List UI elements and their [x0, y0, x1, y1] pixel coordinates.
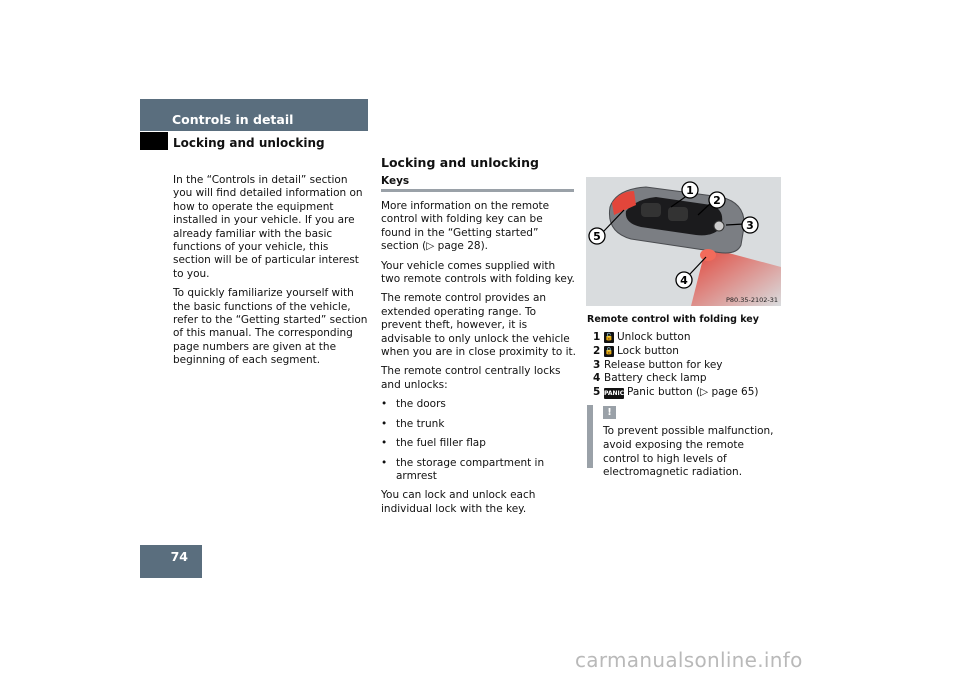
legend-number: 5	[593, 386, 601, 399]
body-paragraph: More information on the remote control with folding key can be found in the “Getting started” section (▷ page 28).	[381, 200, 550, 253]
intro-text	[173, 174, 368, 374]
legend-number: 4	[593, 372, 601, 385]
subsection-title: Locking and unlocking	[173, 136, 325, 150]
release-button-shape	[714, 221, 724, 231]
body-paragraph: The remote control provides an extended operating range. To prevent theft, however, it is advisable to only unlock the vehicle when you are in close proximity to it.	[381, 292, 576, 359]
page-number-box	[140, 545, 202, 578]
callout-label: 3	[746, 219, 754, 232]
list-item	[381, 457, 576, 484]
unlock-button-shape	[641, 203, 661, 217]
figure-code: P80.35-2102-31	[725, 296, 778, 304]
bullet-icon: •	[381, 417, 388, 430]
bullet-icon: •	[381, 456, 388, 469]
list-item-text: the doors	[396, 398, 446, 411]
list-item	[381, 437, 576, 450]
legend-text: Lock button	[617, 344, 679, 357]
callout-1	[682, 182, 698, 198]
intro-paragraph: To quickly familiarize yourself with the basic functions of the vehicle, refer to the “Getting started” section of this manual. The corresponding page numbers are given at the beginning of each segment.	[173, 287, 368, 367]
remote-control-illustration	[586, 177, 781, 306]
panic-icon: PANIC	[604, 389, 625, 397]
legend-text: Release button for key	[604, 358, 723, 371]
battery-lamp-shape	[700, 249, 716, 261]
list-item	[381, 398, 576, 411]
legend-text: Unlock button	[617, 331, 691, 343]
lock-icon: 🔒	[604, 347, 614, 356]
callout-5	[589, 228, 605, 244]
legend-text: Panic button (▷ page 65)	[627, 386, 759, 399]
intro-paragraph: In the “Controls in detail” section you will find detailed information on how to operate the equipment installed in your vehicle. If you are already familiar with the basic functions of your vehicle, this section will be of particular interest to you.	[173, 174, 363, 280]
bullet-icon: •	[381, 437, 388, 450]
header-marker	[140, 132, 168, 150]
callout-2	[709, 192, 725, 208]
section-header	[140, 99, 368, 131]
legend-text: Battery check lamp	[604, 372, 707, 385]
legend-item	[593, 386, 758, 400]
warning-icon: !	[603, 406, 616, 419]
main-text	[381, 200, 576, 522]
callout-3	[742, 217, 758, 233]
body-paragraph: Your vehicle comes supplied with two remote controls with folding key.	[381, 259, 575, 286]
note-bar	[587, 405, 593, 468]
legend-number: 2	[593, 344, 601, 357]
list-item	[381, 418, 576, 431]
list-item-text: the trunk	[396, 417, 445, 430]
divider	[381, 189, 574, 192]
legend-item	[593, 359, 758, 373]
callout-label: 2	[713, 194, 721, 207]
note-text: To prevent possible malfunction, avoid exposing the remote control to high levels of electromagnetic radiation.	[603, 425, 774, 479]
legend-number: 3	[593, 358, 601, 371]
list-item-text: the fuel filler flap	[396, 437, 486, 450]
watermark: carmanualsonline.info	[575, 648, 803, 672]
body-paragraph: The remote control centrally locks and unlocks:	[381, 365, 561, 391]
legend-item	[593, 345, 758, 359]
page-title: Locking and unlocking	[381, 155, 539, 170]
legend-item	[593, 372, 758, 386]
list-item-text: the storage compartment in armrest	[396, 456, 545, 482]
unlock-icon: 🔓	[604, 333, 614, 342]
figure-caption: Remote control with folding key	[587, 314, 759, 325]
callout-label: 1	[686, 184, 694, 197]
remote-control-figure	[586, 177, 781, 306]
section-title: Controls in detail	[172, 112, 294, 127]
figure-legend	[593, 331, 758, 400]
page-number: 74	[170, 549, 188, 564]
legend-item	[593, 331, 758, 345]
callout-label: 4	[680, 274, 688, 287]
body-paragraph: You can lock and unlock each individual lock with the key.	[381, 489, 536, 515]
callout-4	[676, 272, 692, 288]
callout-label: 5	[593, 230, 601, 243]
legend-number: 1	[593, 331, 601, 343]
section-subtitle: Keys	[381, 175, 410, 187]
lock-button-shape	[668, 207, 688, 221]
bullet-icon: •	[381, 398, 388, 411]
